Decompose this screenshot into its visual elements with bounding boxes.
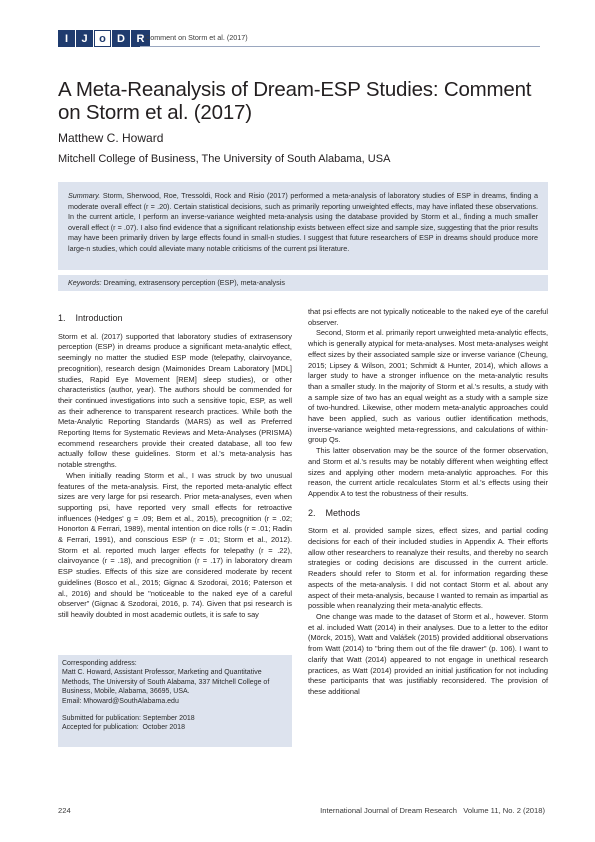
spacer [62,706,288,714]
logo-letter-i: I [58,30,75,47]
keywords-label: Keywords: [68,278,102,287]
paragraph: Second, Storm et al. primarily report unweighted meta-analytic effects, which is generally atypical for meta-analyses. Most meta-analyses weight effect sizes by their associated sample size or inverse variance (Cheung, 2015; Lipsey & Wilson, 2001; Schmidt & Hunter, 2014), which allows a larger study to have a stronger influence on the meta-analytic results than a smaller study. In the majority of Storm et al.'s results, a study with a sample size of two has an equal weight as a study with a sample size of two-hundred. Likewise, other modern meta-analytic approaches could have been applied, such as various outlier identification methods, inverse-variance weighted meta-regressions, and calculations of within-group Qs. [308,328,548,445]
author-affiliation: Mitchell College of Business, The University of South Alabama, USA [58,153,391,165]
correspondence-email: Email: Mhoward@SouthAlabama.edu [62,697,179,705]
logo-letter-o: o [94,30,111,47]
submitted-date: Submitted for publication: September 2018 [62,715,195,723]
running-head: Comment on Storm et al. (2017) [145,33,248,42]
keywords-text: Dreaming, extrasensory perception (ESP), meta-analysis [101,278,285,287]
header-rule [140,46,540,47]
paragraph: When initially reading Storm et al., I was struck by two unusual features of the meta-analysis. First, the reported meta-analytic effect sizes are very large for psi research. Prior meta-analyses, even when supporting psi, have reported very small effects for retroactive influences (Hedges' g = .09; Bem et al., 2015), precognition (r = .02; Honorton & Ferrari, 1989), mental intention on dice rolls (r = .01; Radin & Ferrari, 1991), and conscious ESP (r = .01; Storm et al., 2012). Storm et al. reported much larger effects for telepathy (r = .22), clairvoyance (r = .18), and precognition (r = .17) in laboratory dream ESP studies. Effects of this size are considered moderate by recent guidelines (Bosco et al., 2015; Gignac & Szodorai, 2016; Paterson et al., 2016) and should be "noticeable to the naked eye of a careful observer" (Gignac & Szodorai, 2016, p. 74). Given that psi research is still heavily doubted in most academic outlets, it is safe to say [58,470,292,619]
right-column [308,307,548,698]
paragraph: This latter observation may be the source of the former observation, and Storm et al.'s results may be notably different when weighting effect sizes and applying other modern meta-analytic approaches. For this reason, the current article recalculates Storm et al.'s effects using their Appendix A to test the robustness of their results. [308,446,548,498]
accepted-date: Accepted for publication: October 2018 [62,724,185,732]
section-heading-methods: 2. Methods [308,507,361,518]
paragraph: Storm et al. provided sample sizes, effect sizes, and partial coding decisions for each of their included studies in Appendix A. Their efforts allow other researchers to reanalyze their results, and thereby no search strategies or coding decisions are discussed in the current article. Readers should refer to Storm et al. for information regarding these aspects of the meta-analysis. I did not contact Storm et al. about any aspect of their meta-analysis, because I wanted to remain as impartial as possible when reanalyzing their meta-analytic effects. [308,526,548,611]
paragraph: One change was made to the dataset of Storm et al., however. Storm et al. included Watt (2014) in their analyses. Due to a letter to the editor (Mörck, 2015), Watt and Valášek (2015) provided additional observations from Watt (2014) to "bring them out of the file drawer" (p. 106). I want to clarify that Watt (2014) appeared to not engage in unethical research practices, as Watt (2014) provided an initial justification for not including these participants that was justifiably reconsidered. The provision of these additional [308,611,548,696]
journal-citation: International Journal of Dream Research Volume 11, No. 2 (2018) [320,806,545,815]
article-title: A Meta-Reanalysis of Dream-ESP Studies: Comment on Storm et al. (2017) [58,78,532,124]
section-heading-introduction: 1. Introduction [58,313,123,323]
correspondence-address: Matt C. Howard, Assistant Professor, Marketing and Quantitative Methods, The University of South Alabama, 337 Mitchell College of Business, Mobile, Alabama, 36695, USA. [62,669,270,696]
author-name: Matthew C. Howard [58,131,164,145]
correspondence-heading: Corresponding address: [62,660,137,667]
abstract-text: Storm, Sherwood, Roe, Tressoldi, Rock and Risio (2017) performed a meta-analysis of laboratory studies of ESP in dreams, finding a moderate overall effect (r = .20). Certain statistical decisions, such as primarily reporting unweighted effects, may have inflated these observations. In the current article, I perform an inverse-variance weighted meta-analysis using the database provided by Storm et al., finding a much smaller overall effect (r = .07). I also find evidence that a significant relationship exists between effect size and sample size, suggesting that the prior results may have been primarily driven by large effects found in small-n studies. I suggest that future researchers of ESP in dreams should produce more large-n studies, which could alleviate many notable criticisms of the current psi literature. [68,191,538,253]
journal-logo [58,30,151,47]
logo-letter-d: D [112,30,130,47]
logo-letter-j: J [76,30,93,47]
paragraph: that psi effects are not typically noticeable to the naked eye of the careful observer. [308,307,548,327]
left-column [58,313,292,621]
logo-letter-r: R [131,30,150,47]
page-number: 224 [58,806,71,815]
correspondence-box [58,655,292,747]
paragraph: Storm et al. (2017) supported that laboratory studies of extrasensory perception (ESP) in dreams produce a significant meta-analytic effect, seemingly no matter the studied ESP mode (telepathy, clairvoyance, precognition), research design (Maimonides Dream Laboratory [MDL] studies, Rapid Eye Movement [REM] sleep studies), or other characteristics (author, year). The authors should be commended for their continued investigations into such a sensitive topic, ESP, as well as their adherence to transparent research practices. While both the Meta-Analytic Reporting Standards (MARS) as well as Preferred Reporting Items for Systematic Reviews and Meta-Analyses (PRISMA) ecommend researchers provide their created database, all too few actually follow these guidelines. Storm et al.'s meta-analysis has notable strengths. [58,331,292,470]
abstract-label: Summary. [68,191,101,200]
keywords-box [58,275,548,291]
abstract-box [58,182,548,270]
